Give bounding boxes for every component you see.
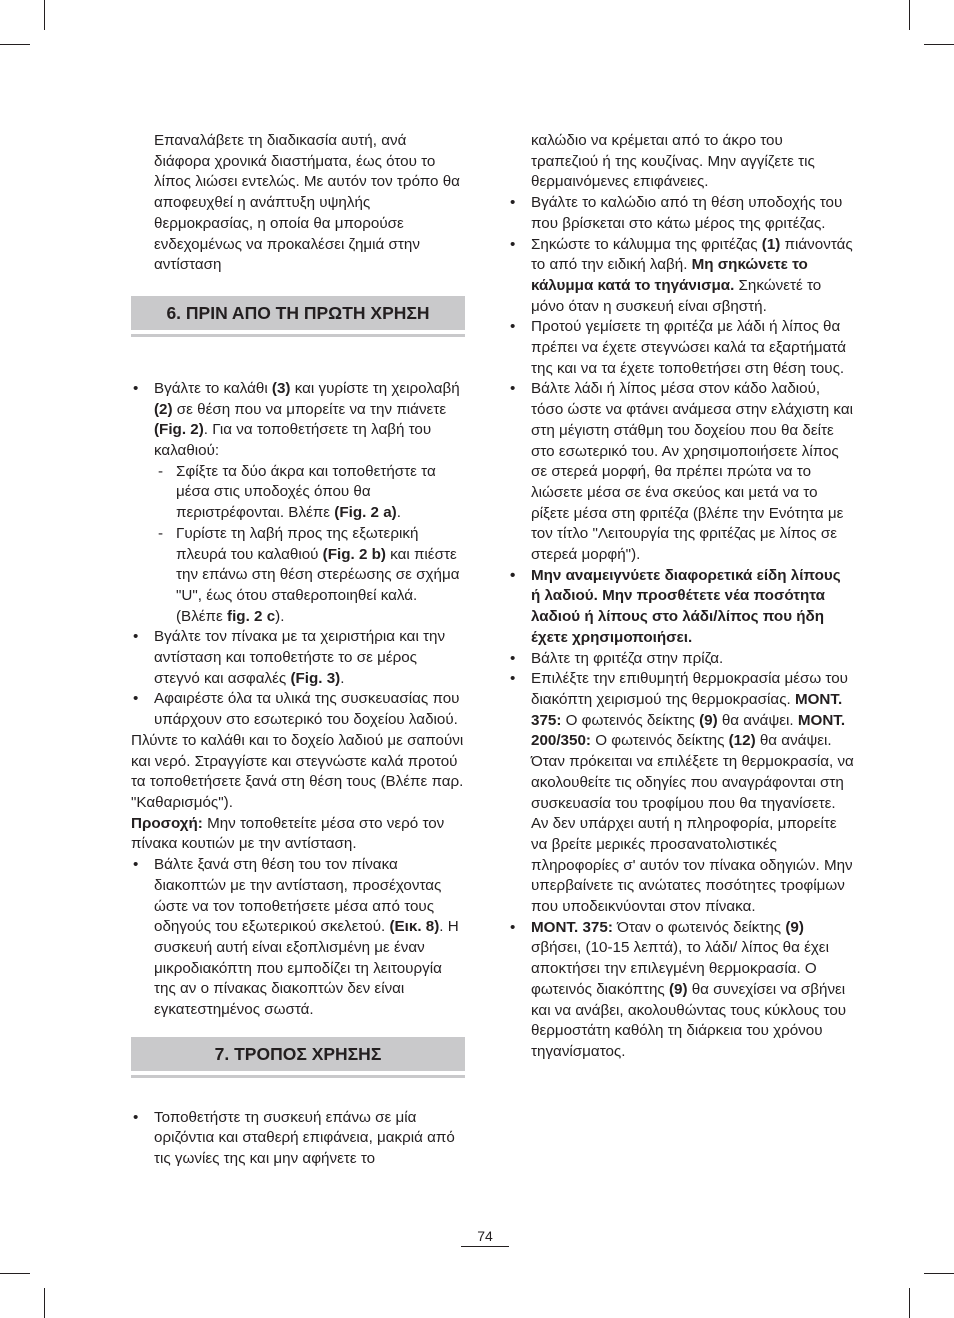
list-item: • Βγάλτε το καλώδιο από τη θέση υποδοχής του που βρίσκεται στο κάτω μέρος της φριτέζας. bbox=[508, 193, 854, 234]
section-7-heading: 7. ΤΡΟΠΟΣ ΧΡΗΣΗΣ bbox=[131, 1037, 465, 1071]
list-item: • Βγάλτε τον πίνακα με τα χειριστήρια και την αντίσταση και τοποθετήστε το σε μέρος στεγνό και ασφαλές (Fig. 3). bbox=[131, 627, 465, 689]
sub-list-item: - Γυρίστε τη λαβή προς της εξωτερική πλευρά του καλαθιού (Fig. 2 b) και πιέστε την επάνω στη θέση στερέωσης σε σχήμα "U", έως ότου σταθεροποιηθεί καλά. (Βλέπε fig. 2 c). bbox=[131, 524, 465, 628]
caution-paragraph: Προσοχή: Μην τοποθετείτε μέσα στο νερό τον πίνακα κουτιών με την αντίσταση. bbox=[131, 814, 445, 853]
crop-mark bbox=[924, 44, 954, 45]
list-item: • Προτού γεμίσετε τη φριτέζα με λάδι ή λίπος θα πρέπει να έχετε στεγνώσει καλά τα εξαρτήματά της και να τα έχετε τοποθετήσει στη θέση τους. bbox=[508, 317, 854, 379]
list-item: • ΜΟΝΤ. 375: Όταν ο φωτεινός δείκτης (9) σβήσει, (10-15 λεπτά), το λάδι/ λίπος θα έχει αποκτήσει την επιλεγμένη θερμοκρασία. Ο φωτεινός διακόπτης (9) θα συνεχίσει να σβήνει και να ανάβει, ακολουθώντας τους κύκλους του θερμοστάτη καθόλη τη διάρκεια του χρόνου τηγανίσματος. bbox=[508, 918, 854, 1063]
page-number: 74 bbox=[461, 1227, 509, 1247]
crop-mark bbox=[44, 0, 45, 30]
intro-paragraph: Επαναλάβετε τη διαδικασία αυτή, ανά διάφορα χρονικά διαστήματα, έως ότου το λίπος λιώσει εντελώς. Με αυτόν τον τρόπο θα αποφευχθεί η ανάπτυξη υψηλής θερμοκρασίας, η οποία θα μπορούσε ενδεχομένως να προκαλέσει ζημιά στην αντίσταση bbox=[154, 132, 460, 274]
crop-mark bbox=[924, 1273, 954, 1274]
right-column bbox=[508, 131, 854, 1063]
list-item: • Βάλτε τη φριτέζα στην πρίζα. bbox=[508, 649, 854, 670]
list-item: • Αφαιρέστε όλα τα υλικά της συσκευασίας που υπάρχουν στο εσωτερικό του δοχείου λαδιού. bbox=[131, 689, 465, 730]
continuation-paragraph: καλώδιο να κρέμεται από το άκρο του τραπεζιού ή της κουζίνας. Μην αγγίζετε τις θερμαινόμενες επιφάνειες. bbox=[531, 132, 815, 191]
warning-list-item: • Μην αναμειγνύετε διαφορετικά είδη λίπους ή λαδιού. Μην προσθέτετε νέα ποσότητα λαδιού ή λίπους στο λάδι/λίπος που ήδη έχετε χρησιμοποιήσει. bbox=[508, 566, 854, 649]
crop-mark bbox=[0, 44, 30, 45]
list-item: • Βάλτε ξανά στη θέση του τον πίνακα διακοπτών με την αντίσταση, προσέχοντας ώστε να τον τοποθετήσετε μέσα από τους οδηγούς του εξωτερικού σκελετού. (Εικ. 8). Η συσκευή αυτή είναι εξοπλισμένη με έναν μικροδιακόπτη που εμποδίζει τη λειτουργία της αν ο πίνακας διακοπτών δεν είναι εγκατεστημένος σωστά. bbox=[131, 855, 465, 1021]
crop-mark bbox=[44, 1288, 45, 1318]
list-item: • Τοποθετήστε τη συσκευή επάνω σε μία οριζόντια και σταθερή επιφάνεια, μακριά από τις γωνίες της και μην αφήνετε το bbox=[131, 1108, 465, 1170]
left-column bbox=[131, 131, 465, 1170]
list-item: • Βγάλτε το καλάθι (3) και γυρίστε τη χειρολαβή (2) σε θέση που να μπορείτε να την πιάνετε (Fig. 2). Για να τοποθετήσετε τη λαβή του καλαθιού: bbox=[131, 379, 465, 462]
list-item: • Σηκώστε το κάλυμμα της φριτέζας (1) πιάνοντάς το από την ειδική λαβή. Μη σηκώνετε το κάλυμμα κατά το τηγάνισμα. Σηκώνετέ το μόνο όταν η συσκευή είναι σβηστή. bbox=[508, 235, 854, 318]
list-item: • Επιλέξτε την επιθυμητή θερμοκρασία μέσω του διακόπτη χειρισμού της θερμοκρασίας. ΜΟΝΤ. 375: Ο φωτεινός δείκτης (9) θα ανάψει. ΜΟΝΤ. 200/350: Ο φωτεινός δείκτης (12) θα ανάψει. Όταν πρόκειται να επιλέξετε τη θερμοκρασία, να ακολουθείτε τις οδηγίες που αναγράφονται στη συσκευασία του τροφίμου που θα τηγανίσετε. Αν δεν υπάρχει αυτή η πληροφορία, μπορείτε να βρείτε μερικές προσανατολιστικές πληροφορίες σ' αυτόν τον πίνακα οδηγιών. Μην υπερβαίνετε τις ανώτατες ποσότητες τροφίμων που υποδεικνύονται στον πίνακα. bbox=[508, 669, 854, 917]
section-6-heading: 6. ΠΡΙΝ ΑΠΟ ΤΗ ΠΡΩΤΗ ΧΡΗΣΗ bbox=[131, 296, 465, 330]
wash-paragraph: Πλύντε το καλάθι και το δοχείο λαδιού με σαπούνι και νερό. Στραγγίστε και στεγνώστε καλά προτού τα τοποθετήσετε ξανά στη θέση τους (Βλέπε παρ. "Καθαρισμός"). bbox=[131, 731, 464, 811]
sub-list-item: - Σφίξτε τα δύο άκρα και τοποθετήστε τα μέσα στις υποδοχές όπου θα περιστρέφονται. Βλέπε (Fig. 2 a). bbox=[131, 462, 465, 524]
list-item: • Βάλτε λάδι ή λίπος μέσα στον κάδο λαδιού, τόσο ώστε να φτάνει ανάμεσα στην ελάχιστη και στη μέγιστη στάθμη του δοχείου που θα δείτε στο εσωτερικό του. Αν χρησιμοποιήσετε λίπος σε στερεά μορφή, θα πρέπει πρώτα να το λιώσετε μέσα σε ένα σκεύος και μετά να το ρίξετε μέσα στη φριτέζα (βλέπε την Ενότητα με τον τίτλο "Λειτουργία της φριτέζας με λίπος σε στερεά μορφή"). bbox=[508, 379, 854, 565]
crop-mark bbox=[909, 1288, 910, 1318]
crop-mark bbox=[0, 1273, 30, 1274]
crop-mark bbox=[909, 0, 910, 30]
